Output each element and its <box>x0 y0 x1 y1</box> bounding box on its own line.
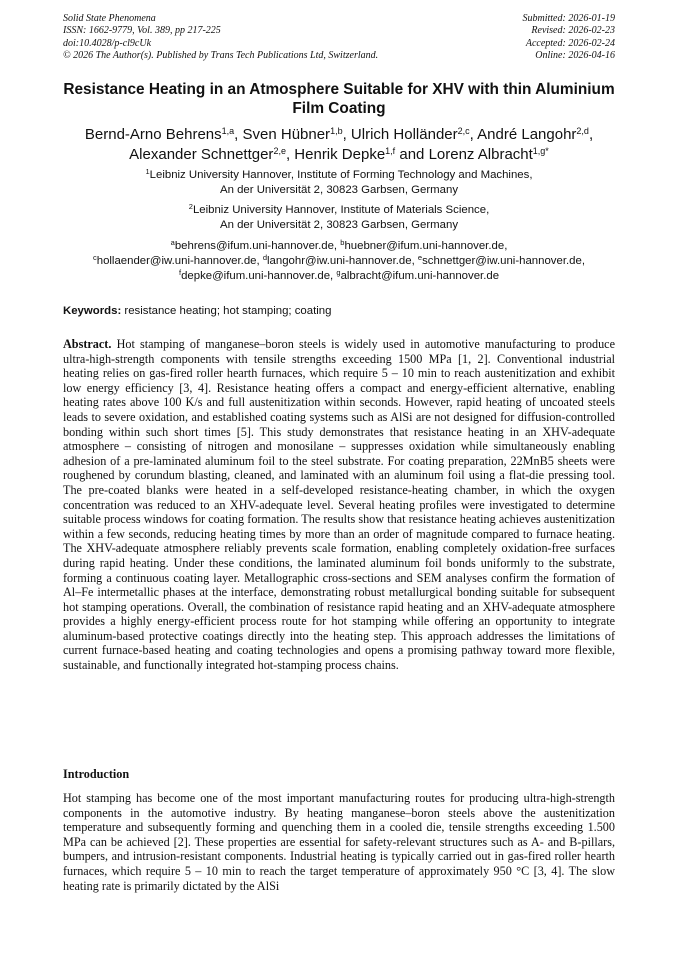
keywords-label: Keywords: <box>63 305 122 317</box>
copyright-line: © 2026 The Author(s). Published by Trans Tech Publications Ltd, Switzerland. <box>63 49 379 61</box>
author-list <box>40 125 638 165</box>
keywords <box>63 304 615 318</box>
publication-dates <box>523 13 616 62</box>
online-date: Online: 2026-04-16 <box>535 49 615 61</box>
email-link[interactable]: behrens@ifum.uni-hannover.de <box>174 240 334 252</box>
accepted-date: Accepted: 2026-02-24 <box>525 37 615 49</box>
paper-title: Resistance Heating in an Atmosphere Suitable for XHV with thin Aluminium Film Coating <box>63 81 615 117</box>
email-link[interactable]: schnettger@iw.uni-hannover.de <box>422 255 582 267</box>
abstract <box>63 337 615 673</box>
journal-name: Solid State Phenomena <box>63 13 156 24</box>
author: Sven Hübner$^{1,b}$, <box>242 126 351 143</box>
author: Alexander Schnettger$^{2,e}$, <box>129 146 295 163</box>
issn-line: ISSN: 1662-9779, Vol. 389, pp 217-225 <box>63 25 221 37</box>
section-heading-introduction: Introduction <box>63 767 130 781</box>
email-link[interactable]: langohr@iw.uni-hannover.de <box>267 255 412 267</box>
submitted-date: Submitted: 2026-01-19 <box>522 13 615 24</box>
author: André Langohr$^{2,d}$, <box>477 126 594 143</box>
author: Ulrich Holländer$^{2,c}$, <box>350 126 478 143</box>
email-link[interactable]: huebner@ifum.uni-hannover.de <box>344 240 505 252</box>
introduction-text: Hot stamping has become one of the most important manufacturing routes for producing ultra-high-strength components in the automotive industry. By heating manganese–boron steels above the austenitization temperature and subsequently forming and quenching them in a cooled die, tensile strengths exceeding 1.500 MPa can be achieved [2]. These properties are essential for safety-relevant structures such as A- and B-pillars, bumpers, and intrusion-resistant components. Industrial heating is typically carried out in gas-fired roller hearth furnaces, which require 5 – 10 min to reach the target temperature of approximately 950 °C [3, 4]. The slow heating rate is primarily dictated by the AlSi <box>63 791 615 893</box>
doi-line: doi:10.4028/p-cl9cUk <box>63 37 152 49</box>
email-link[interactable]: albracht@ifum.uni-hannover.de <box>340 270 500 282</box>
abstract-text: Hot stamping of manganese–boron steels is widely used in automotive manufacturing to produce ultra-high-strength components with tensile strengths exceeding 1500 MPa [1, 2]. Conventional industrial heating relies on gas-fired roller hearth furnaces, which require 5 – 10 min to reach austenitization and exhibit low energy efficiency [3, 4]. Resistance heating offers a compact and energy-efficient alternative, enabling heating rates above 100 K/s and full austenitization within seconds. However, rapid heating of uncoated steels leads to severe oxidation, and established coating systems such as AlSi are not designed for diffusion-controlled bonding within such short times [5]. This study demonstrates that resistance heating in an XHV-adequate atmosphere – consisting of nitrogen and monosilane – suppresses oxidation while simultaneously enabling adhesion of a pre-laminated aluminum foil to the steel substrate. For coating preparation, 22MnB5 sheets were roughened by corundum blasting, cleaned, and laminated with an aluminum foil using a flat-die pressing tool. The pre-coated blanks were heated in a self-developed resistance-heating chamber, in which the oxygen concentration was reduced to an XHV-adequate level. Several heating profiles were investigated to determine suitable process windows for coating formation. The results show that resistance heating achieves austenitization within a few seconds, reducing heating times by more than an order of magnitude compared to furnace heating. The XHV-adequate atmosphere reliably prevents scale formation, enabling completely oxidation-free surfaces during rapid heating. Under these conditions, the laminated aluminum foil bonds uniformly to the substrate, forming a continuous coating layer. Metallographic cross-sections and SEM analyses confirm the formation of Al–Fe intermetallic phases at the interface, demonstrating robust metallurgical bonding suitable for subsequent hot stamping operations. Overall, the combination of resistance rapid heating and an XHV-adequate atmosphere provides a highly energy-efficient process route for hot stamping while offering an opportunity to integrate aluminum-based protective coatings directly into the heating step. This approach addresses the limitations of current furnace-based heating and coating technologies and opens a promising pathway toward more flexible, sustainable, and functionally integrated hot-stamping process chains. <box>63 337 615 673</box>
keywords-text: resistance heating; hot stamping; coating <box>124 305 332 317</box>
revised-date: Revised: 2026-02-23 <box>531 25 615 37</box>
author: Bernd-Arno Behrens$^{1,a}$, <box>84 126 243 143</box>
email-link[interactable]: hollaender@iw.uni-hannover.de <box>96 255 257 267</box>
email-link[interactable]: depke@ifum.uni-hannover.de <box>181 270 331 282</box>
author: Henrik Depke$^{1,f}$ and <box>294 146 429 163</box>
affiliation-1: $^1$Leibniz University Hannover, Institute of Forming Technology and Machines, An der Universität 2, 30823 Garbsen, Germany <box>145 167 533 196</box>
author-emails: $^a$behrens@ifum.uni-hannover.de, $^b$huebner@ifum.uni-hannover.de, $^c$hollaender@iw.uni-hannover.de, $^d$langohr@iw.uni-hannover.de, $^e$schnettger@iw.uni-hannover.de, $^f$depke@ifum.uni-hannover.de, $^g$albracht@ifum.uni-hannover.de <box>92 238 586 282</box>
abstract-label: Abstract. <box>63 337 112 351</box>
journal-info <box>63 13 378 62</box>
affiliation-2: $^2$Leibniz University Hannover, Institute of Materials Science, An der Universität 2, 30823 Garbsen, Germany <box>188 202 490 231</box>
author: Lorenz Albracht$^{1,g*}$ <box>428 146 549 163</box>
